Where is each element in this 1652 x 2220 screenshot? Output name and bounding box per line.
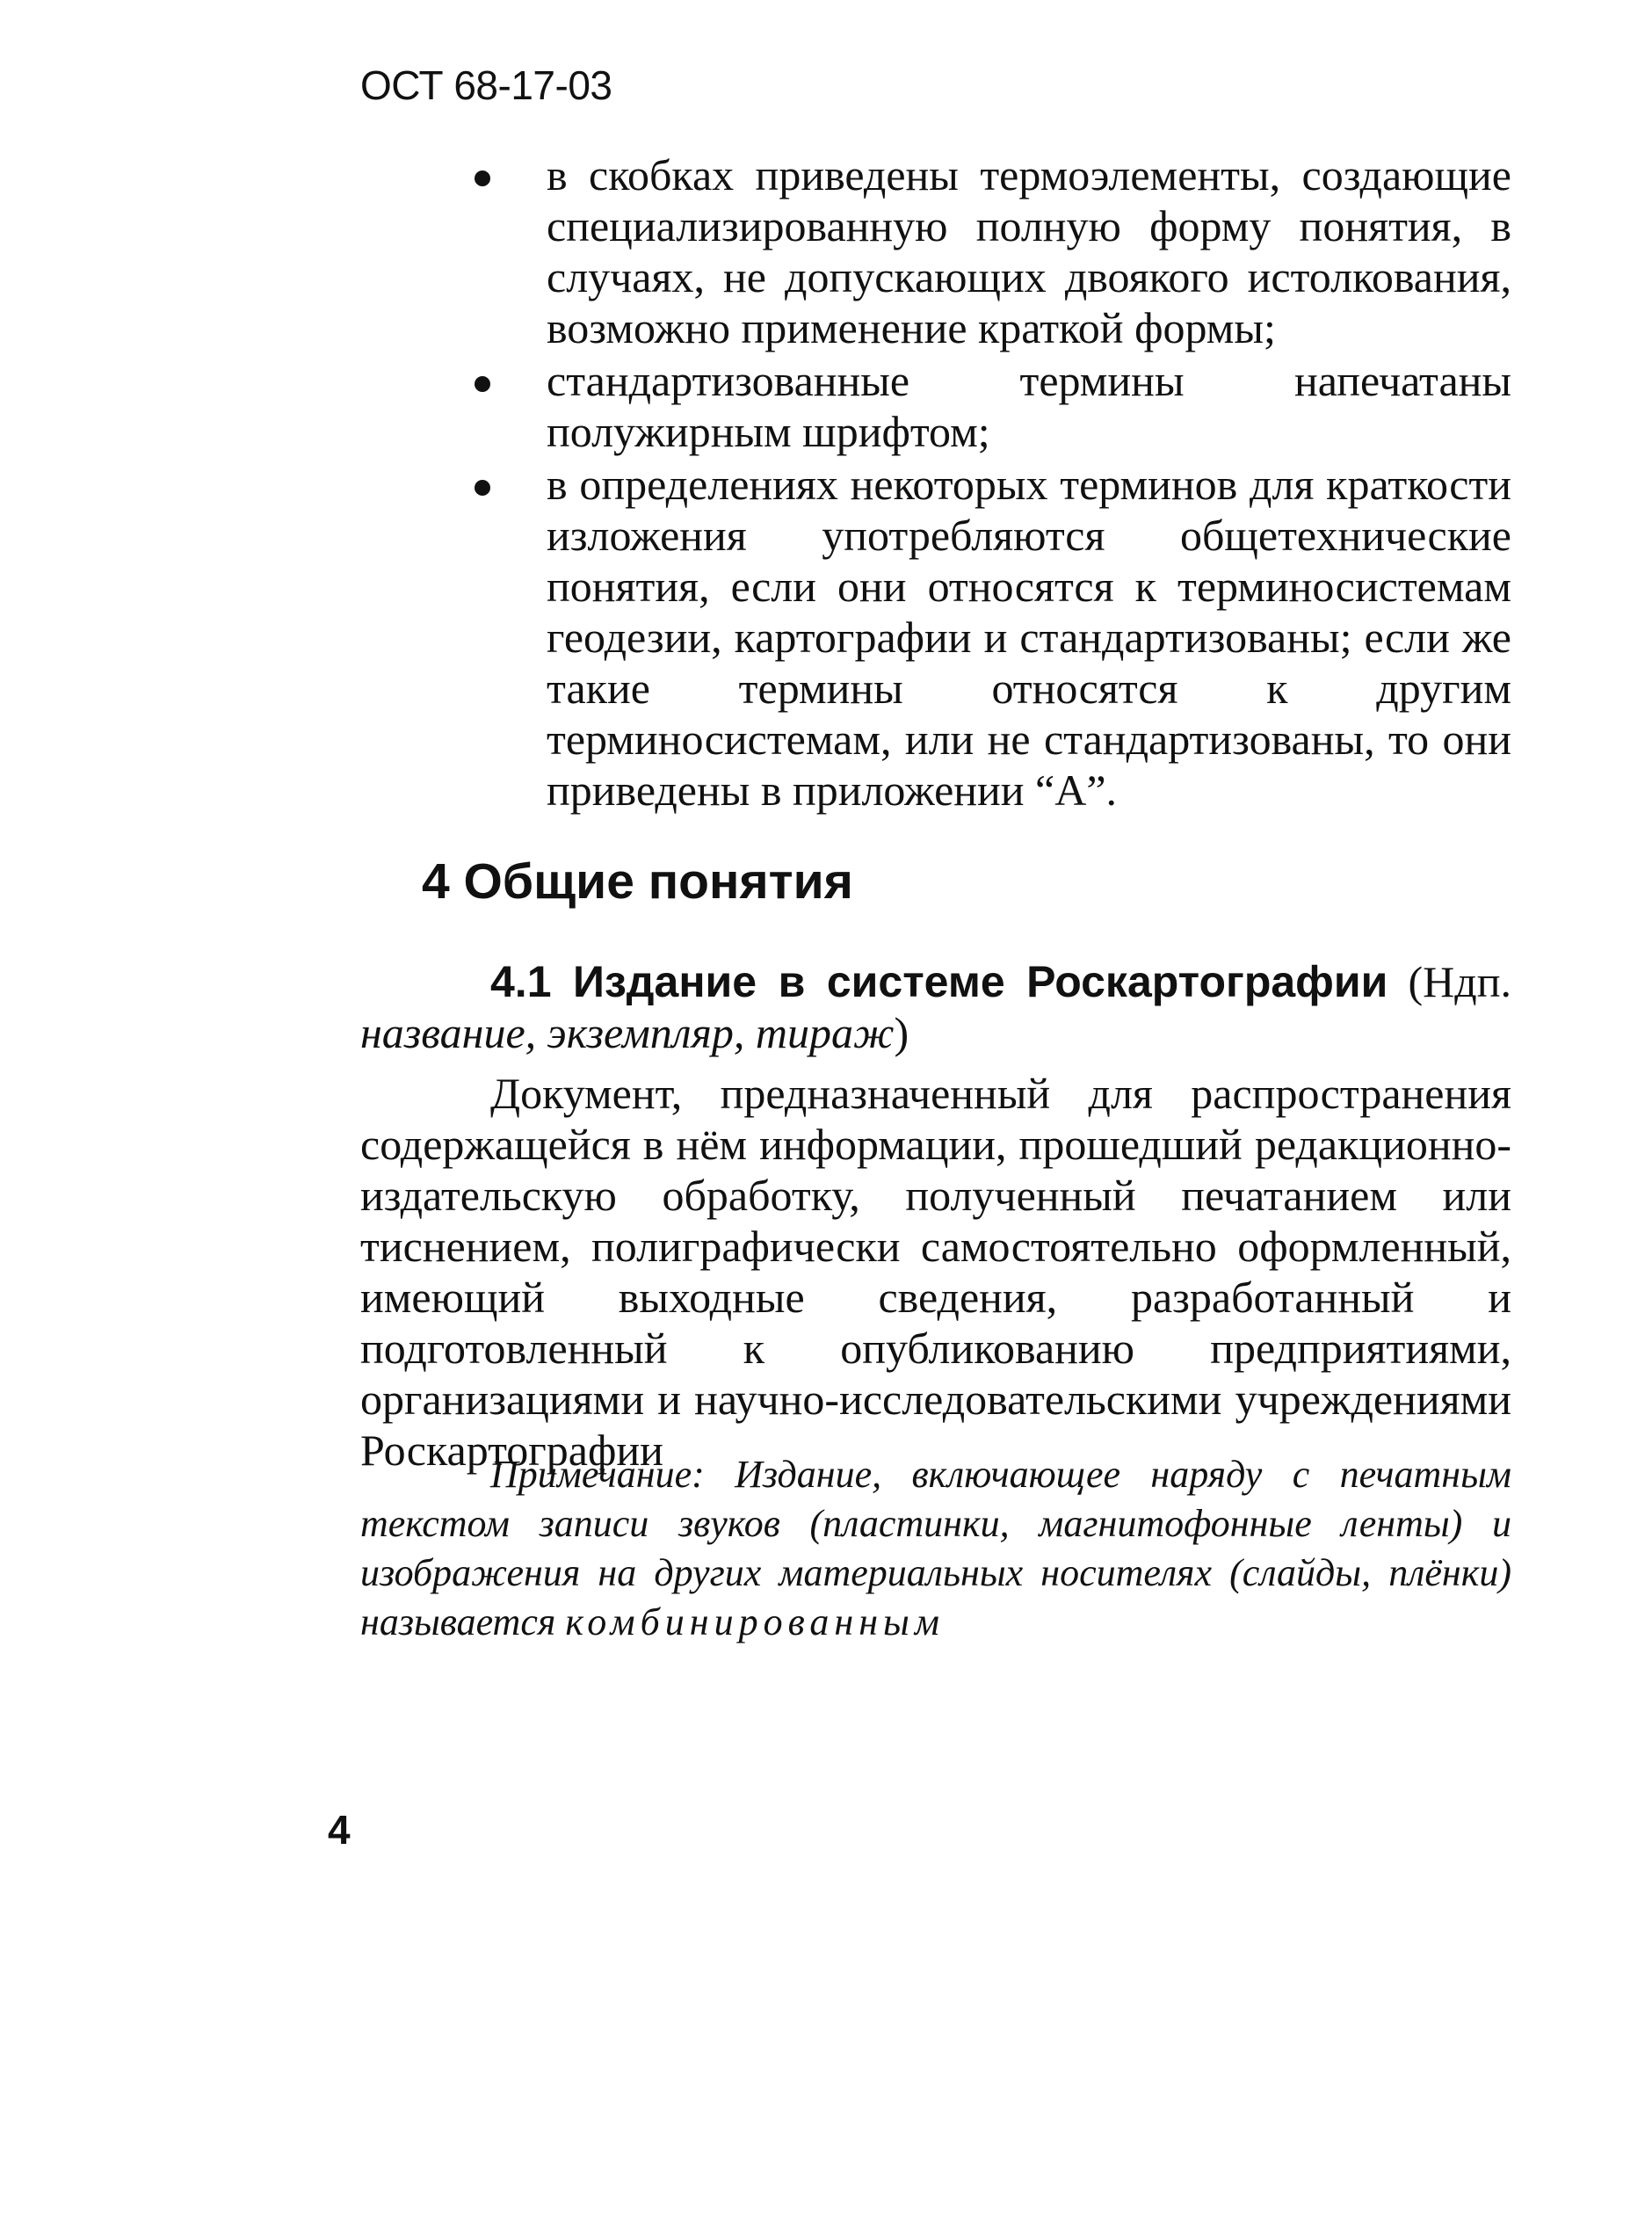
term-heading-line xyxy=(360,956,1511,1058)
bullet-text: в определениях некоторых терминов для краткости изложения употребляются общетехнические понятия, если они относятся к терминосистемам геодезии, картографии и стандартизованы; если же такие термины относятся к другим терминосистемам, или не стандартизованы, то они приведены в приложении “А”. xyxy=(547,460,1511,815)
note-text: Примечание: Издание, включающее наряду с печатным текстом записи звуков (пластинки, магнитофонные ленты) и изображения на других материальных носителях (слайды, плёнки) называется xyxy=(360,1453,1511,1643)
term-synonyms-suffix: ) xyxy=(894,1008,909,1057)
list-item xyxy=(457,355,1511,457)
bullet-list xyxy=(457,149,1511,817)
term-definition: Документ, предназначенный для распространения содержащейся в нём информации, прошедший редакционно-издательскую обработку, полученный печатанием или тиснением, полиграфически самостоятельно оформленный, имеющий выходные сведения, разработанный и подготовленный к опубликованию предприятиями, организациями и научно-исследовательскими учреждениями Роскартографии xyxy=(360,1069,1511,1475)
page-number: 4 xyxy=(328,1807,351,1853)
bullet-icon xyxy=(475,480,490,496)
section-heading: 4 Общие понятия xyxy=(422,853,853,910)
term-title: 4.1 Издание в системе Роскартографии xyxy=(490,957,1388,1006)
note xyxy=(360,1450,1511,1647)
bullet-icon xyxy=(475,170,490,186)
term-synonyms: название, экземпляр, тираж xyxy=(360,1008,895,1057)
document-code: ОСТ 68-17-03 xyxy=(360,62,612,108)
bullet-text: в скобках приведены термоэлементы, создающие специализированную полную форму понятия, в случаях, не допускающих двоякого истолкования, возможно применение краткой формы; xyxy=(547,150,1511,352)
bullet-text: стандартизованные термины напечатаны полужирным шрифтом; xyxy=(547,356,1511,456)
term-synonyms-prefix: (Ндп. xyxy=(1408,957,1511,1006)
term-entry xyxy=(360,956,1511,1058)
list-item xyxy=(457,459,1511,816)
list-item xyxy=(457,149,1511,353)
note-emphasis: комбинированным xyxy=(565,1600,945,1643)
bullet-icon xyxy=(475,376,490,392)
